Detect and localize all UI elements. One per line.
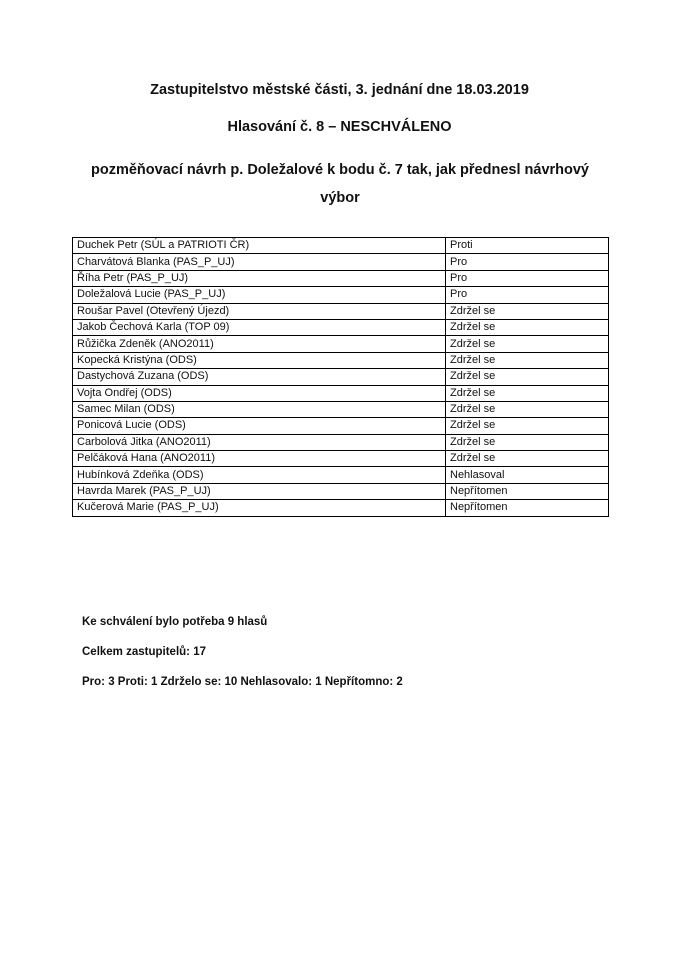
vote-table bbox=[72, 237, 609, 517]
member-name-cell: Pelčáková Hana (ANO2011) bbox=[73, 451, 446, 467]
member-name-cell: Kopecká Kristýna (ODS) bbox=[73, 352, 446, 368]
member-name-cell: Vojta Ondřej (ODS) bbox=[73, 385, 446, 401]
member-name-cell: Kučerová Marie (PAS_P_UJ) bbox=[73, 500, 446, 516]
vote-table-row bbox=[73, 319, 609, 335]
member-name-cell: Ponicová Lucie (ODS) bbox=[73, 418, 446, 434]
vote-value-cell: Zdržel se bbox=[446, 451, 609, 467]
vote-counts-line: Pro: 3 Proti: 1 Zdrželo se: 10 Nehlasovalo: 1 Nepřítomno: 2 bbox=[82, 676, 403, 688]
total-members-line: Celkem zastupitelů: 17 bbox=[82, 646, 206, 658]
vote-table-row bbox=[73, 238, 609, 254]
vote-table-row bbox=[73, 451, 609, 467]
vote-table-body bbox=[73, 238, 609, 517]
member-name-cell: Říha Petr (PAS_P_UJ) bbox=[73, 270, 446, 286]
vote-table-row bbox=[73, 287, 609, 303]
vote-value-cell: Zdržel se bbox=[446, 303, 609, 319]
vote-value-cell: Pro bbox=[446, 270, 609, 286]
vote-value-cell: Nehlasoval bbox=[446, 467, 609, 483]
vote-value-cell: Proti bbox=[446, 238, 609, 254]
vote-table-row bbox=[73, 483, 609, 499]
vote-value-cell: Zdržel se bbox=[446, 336, 609, 352]
vote-table-row bbox=[73, 467, 609, 483]
vote-table-row bbox=[73, 270, 609, 286]
vote-value-cell: Zdržel se bbox=[446, 319, 609, 335]
vote-table-row bbox=[73, 336, 609, 352]
vote-result-title: Hlasování č. 8 – NESCHVÁLENO bbox=[227, 119, 452, 135]
member-name-cell: Doležalová Lucie (PAS_P_UJ) bbox=[73, 287, 446, 303]
vote-value-cell: Zdržel se bbox=[446, 418, 609, 434]
member-name-cell: Růžička Zdeněk (ANO2011) bbox=[73, 336, 446, 352]
vote-table-row bbox=[73, 418, 609, 434]
vote-table-row bbox=[73, 369, 609, 385]
member-name-cell: Havrda Marek (PAS_P_UJ) bbox=[73, 483, 446, 499]
vote-table-row bbox=[73, 500, 609, 516]
meeting-title: Zastupitelstvo městské části, 3. jednání dne 18.03.2019 bbox=[150, 82, 529, 98]
vote-value-cell: Zdržel se bbox=[446, 385, 609, 401]
vote-table-row bbox=[73, 352, 609, 368]
vote-value-cell: Nepřítomen bbox=[446, 500, 609, 516]
member-name-cell: Dastychová Zuzana (ODS) bbox=[73, 369, 446, 385]
vote-value-cell: Pro bbox=[446, 287, 609, 303]
vote-value-cell: Zdržel se bbox=[446, 369, 609, 385]
vote-table-row bbox=[73, 434, 609, 450]
vote-table-row bbox=[73, 385, 609, 401]
vote-table-row bbox=[73, 303, 609, 319]
member-name-cell: Carbolová Jitka (ANO2011) bbox=[73, 434, 446, 450]
vote-value-cell: Zdržel se bbox=[446, 434, 609, 450]
member-name-cell: Hubínková Zdeňka (ODS) bbox=[73, 467, 446, 483]
member-name-cell: Samec Milan (ODS) bbox=[73, 401, 446, 417]
vote-value-cell: Zdržel se bbox=[446, 352, 609, 368]
vote-table-row bbox=[73, 254, 609, 270]
required-votes-line: Ke schválení bylo potřeba 9 hlasů bbox=[82, 616, 268, 628]
motion-subtitle: pozměňovací návrh p. Doležalové k bodu č. 7 tak, jak přednesl návrhový výbor bbox=[91, 162, 589, 206]
vote-value-cell: Nepřítomen bbox=[446, 483, 609, 499]
member-name-cell: Roušar Pavel (Otevřený Újezd) bbox=[73, 303, 446, 319]
vote-value-cell: Zdržel se bbox=[446, 401, 609, 417]
vote-table-row bbox=[73, 401, 609, 417]
member-name-cell: Duchek Petr (SÚL a PATRIOTI ČR) bbox=[73, 238, 446, 254]
member-name-cell: Jakob Čechová Karla (TOP 09) bbox=[73, 319, 446, 335]
member-name-cell: Charvátová Blanka (PAS_P_UJ) bbox=[73, 254, 446, 270]
vote-value-cell: Pro bbox=[446, 254, 609, 270]
